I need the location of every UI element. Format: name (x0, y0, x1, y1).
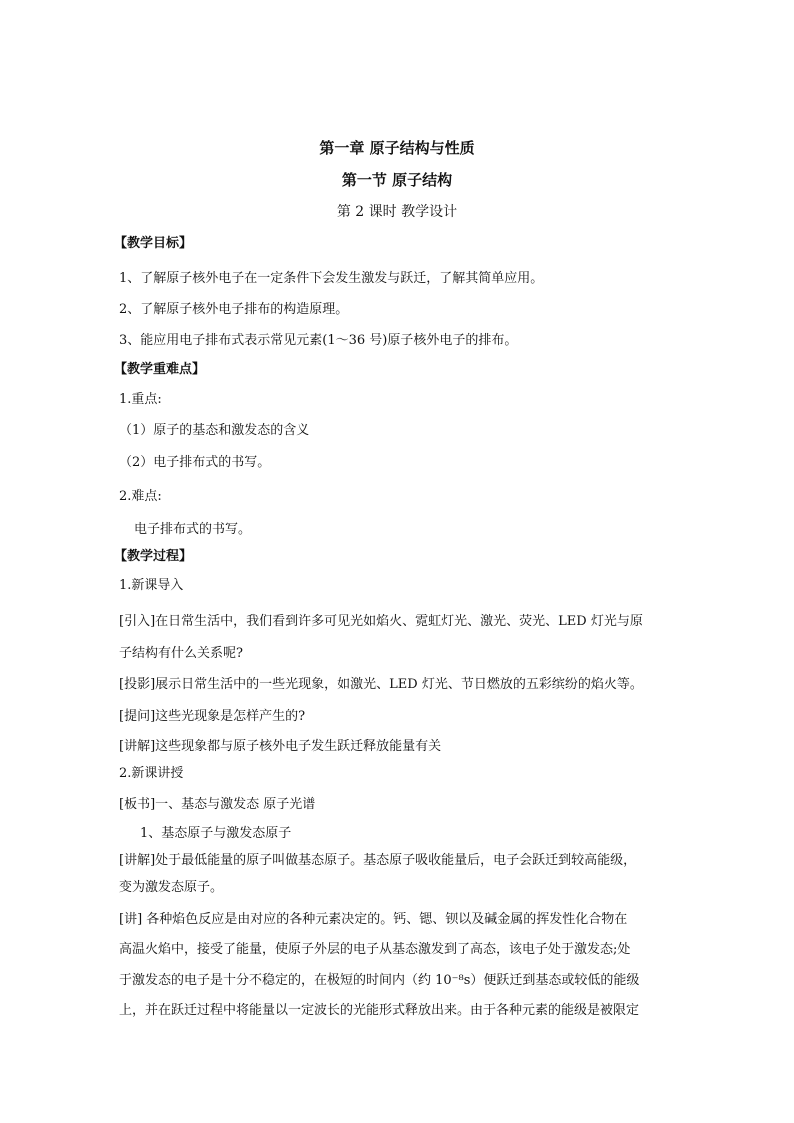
intro-line-1: [引入]在日常生活中，我们看到许多可见光如焰火、霓虹灯光、激光、荧光、LED 灯光与原 (119, 614, 643, 629)
intro-line-2: 子结构有什么关系呢? (119, 646, 243, 661)
objective-item-1: 1、了解原子核外电子在一定条件下会发生激发与跃迁，了解其简单应用。 (119, 271, 544, 286)
difficulty-text: 电子排布式的书写。 (134, 522, 252, 537)
explain3-line-1: [讲] 各种焰色反应是由对应的各种元素决定的。钙、锶、钡以及碱金属的挥发性化合物在 (119, 912, 628, 927)
question-line: [提问]这些光现象是怎样产生的? (119, 709, 306, 724)
difficulty-label: 2.难点: (119, 489, 162, 504)
focus-label: 1.重点: (119, 392, 162, 407)
section-title: 第一节 原子结构 (341, 171, 453, 189)
explain2-line-2: 变为激发态原子。 (119, 880, 224, 895)
key-points-heading: 【教学重难点】 (114, 362, 206, 377)
explain-line-1: [讲解]这些现象都与原子核外电子发生跃迁释放能量有关 (119, 739, 442, 754)
process-step-1: 1.新课导入 (119, 578, 184, 593)
process-step-2: 2.新课讲授 (119, 766, 184, 781)
process-heading: 【教学过程】 (114, 549, 193, 564)
objectives-heading: 【教学目标】 (114, 236, 193, 251)
board-line: [板书]一、基态与激发态 原子光谱 (119, 797, 316, 812)
explain3-line-3: 于激发态的电子是十分不稳定的，在极短的时间内（约 10⁻⁸s）便跃迁到基态或较低的能级 (119, 973, 640, 988)
objective-item-3: 3、能应用电子排布式表示常见元素(1～36 号)原子核外电子的排布。 (119, 333, 518, 348)
focus-item-2: （2）电子排布式的书写。 (119, 455, 271, 470)
objective-item-2: 2、了解原子核外电子排布的构造原理。 (119, 302, 349, 317)
projection-line: [投影]展示日常生活中的一些光现象，如激光、LED 灯光、节日燃放的五彩缤纷的焰火等。 (119, 677, 643, 692)
chapter-title: 第一章 原子结构与性质 (319, 139, 475, 157)
explain2-line-1: [讲解]处于最低能量的原子叫做基态原子。基态原子吸收能量后，电子会跃迁到较高能级， (119, 853, 637, 868)
focus-item-1: （1）原子的基态和激发态的含义 (119, 423, 310, 438)
explain3-line-2: 高温火焰中，接受了能量，使原子外层的电子从基态激发到了高态，该电子处于激发态;处 (119, 942, 631, 957)
lesson-title: 第 2 课时 教学设计 (336, 204, 458, 220)
sub-heading-1: 1、基态原子与激发态原子 (140, 826, 292, 841)
explain3-line-4: 上，并在跃迁过程中将能量以一定波长的光能形式释放出来。由于各种元素的能级是被限定 (119, 1003, 640, 1018)
